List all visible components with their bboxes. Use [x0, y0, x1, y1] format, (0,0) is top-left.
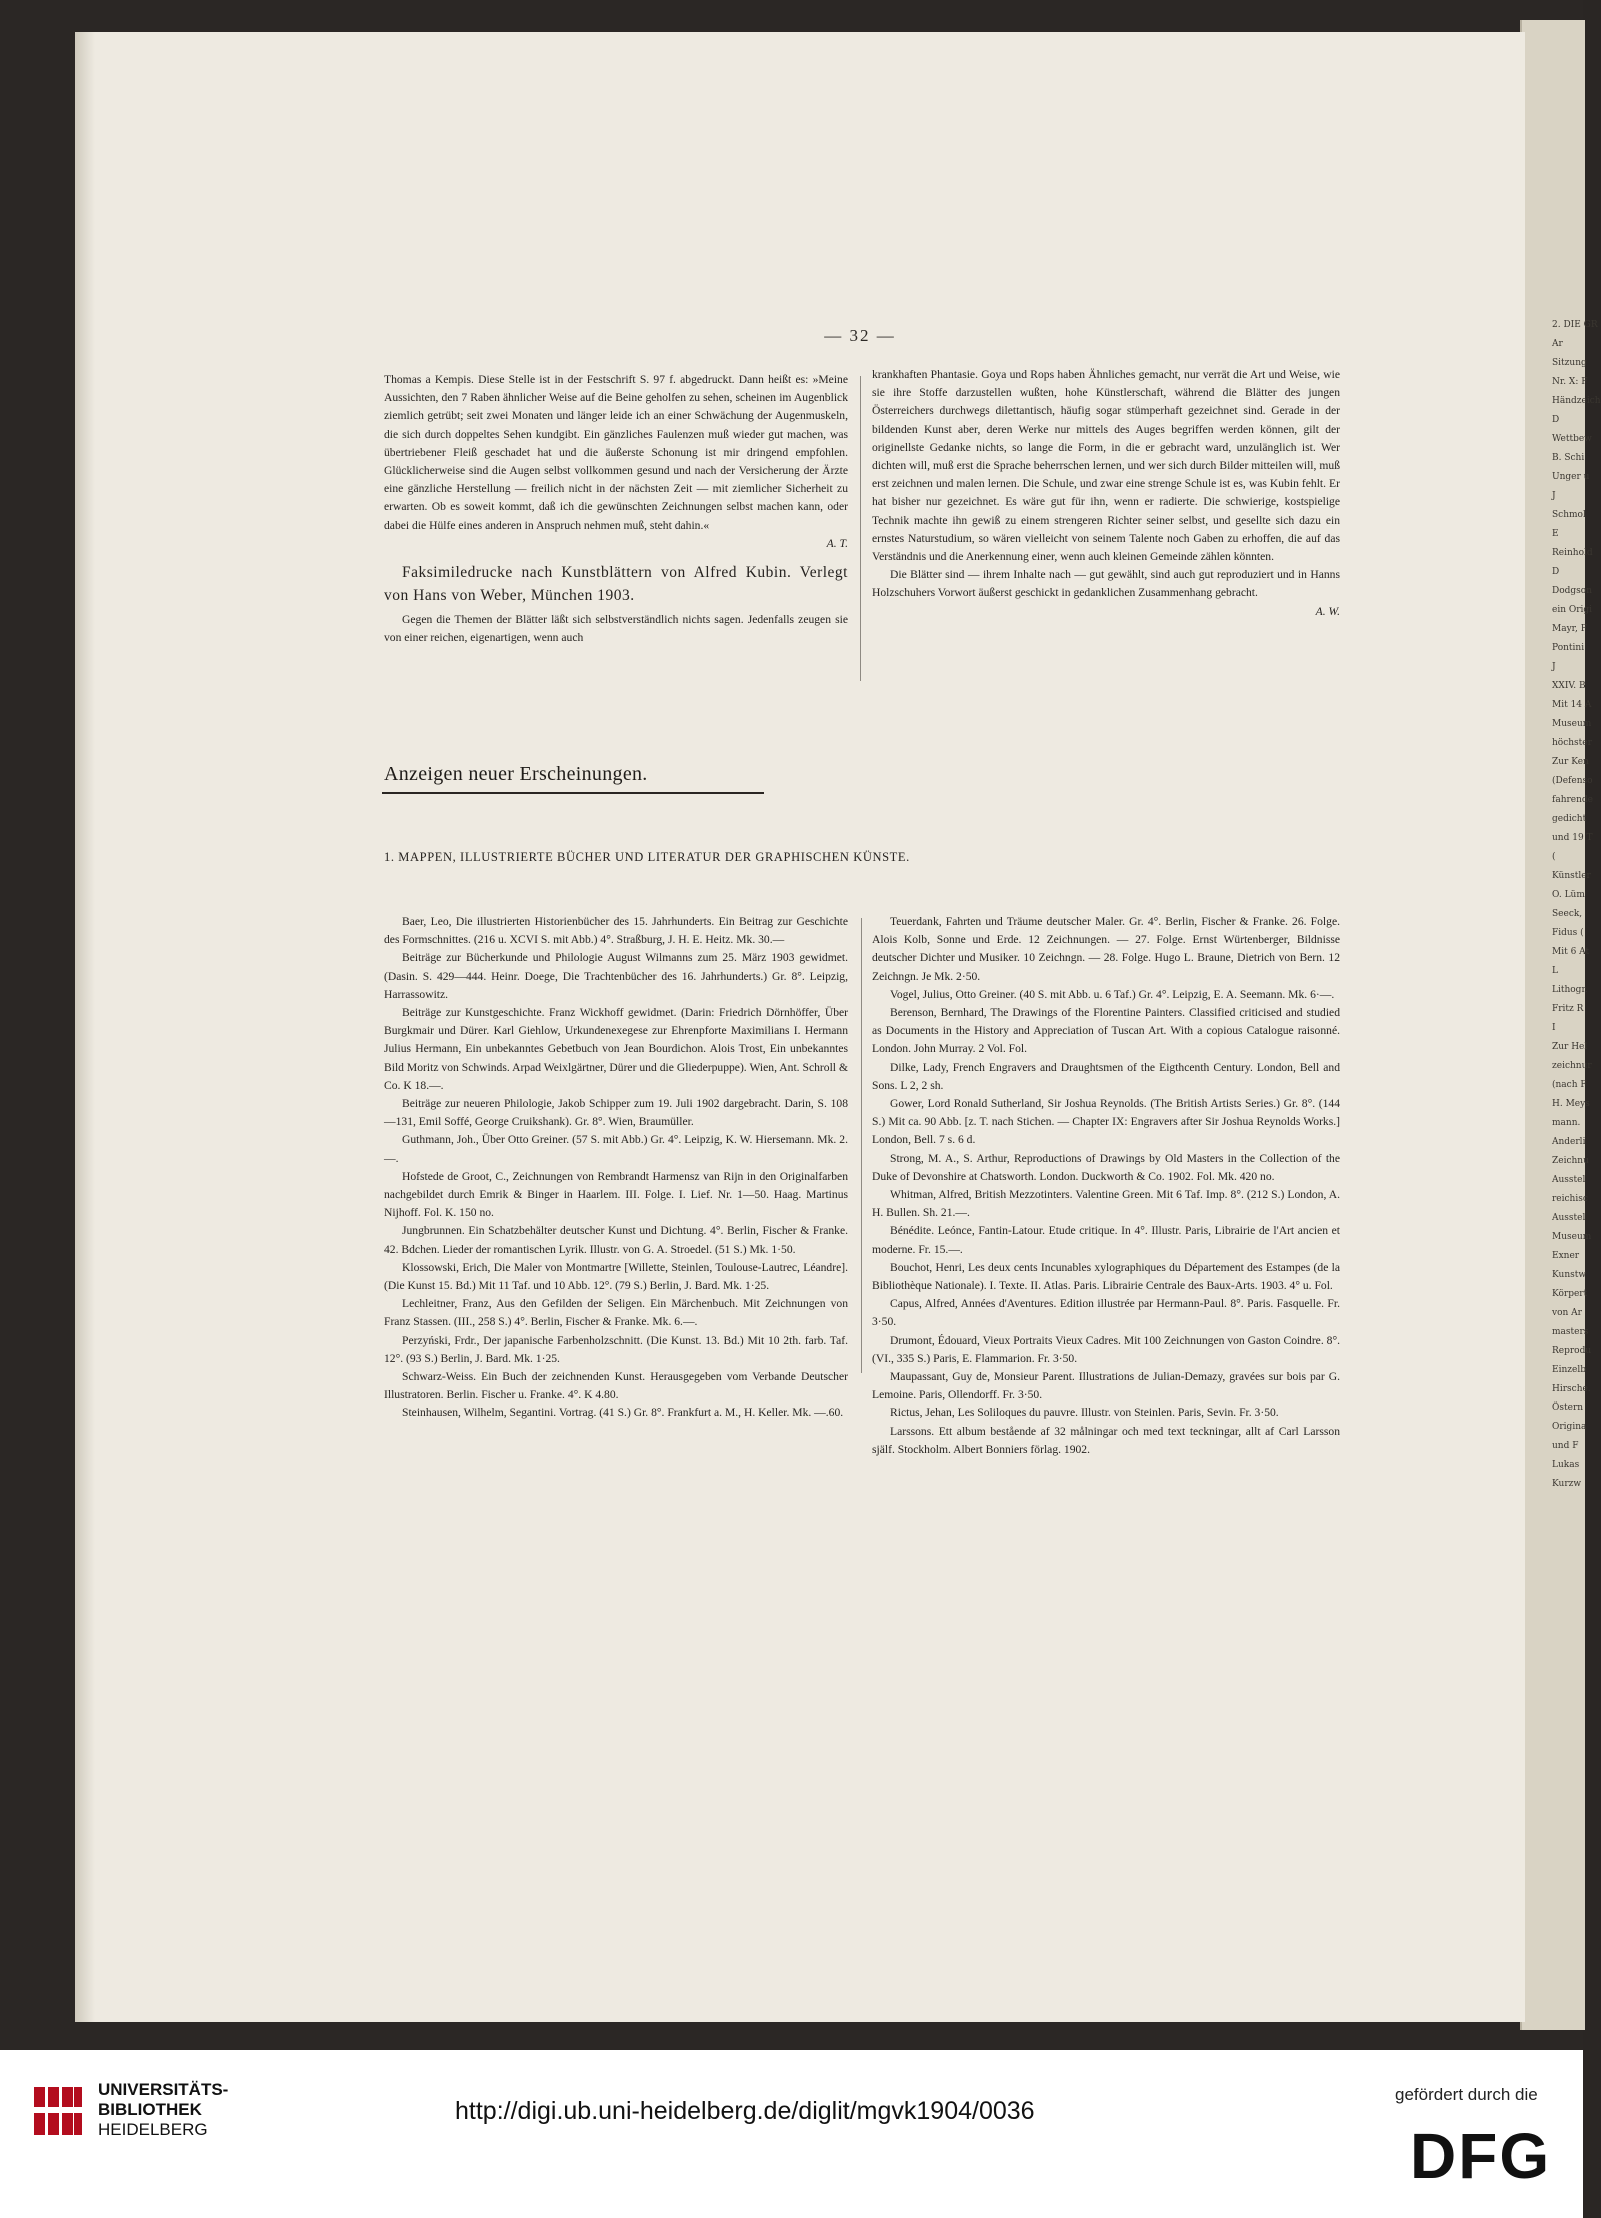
- paragraph: Steinhausen, Wilhelm, Segantini. Vortrag. (41 S.) Gr. 8°. Frankfurt a. M., H. Keller. Mk. —.60.: [402, 1406, 844, 1420]
- paragraph: Beiträge zur Kunstgeschichte. Franz Wickhoff gewidmet. (Darin: Friedrich Dörnhöffer, Über Burgkmair und Dürer. Karl Giehlow, Urkundenexegese zur Ehrenpforte Maximilians I. Hermann Julius Hermann, Ein unbekanntes Gebetbuch von Jean Bourdichon. Alois Trost, Ein unbekanntes Bild Moritz von Schwinds. Arpad Weixlgärtner, Dürer und die Gliederpuppe). Wien, Ant. Schroll & Co. K 18.—.: [384, 1006, 848, 1092]
- paragraph: Berenson, Bernhard, The Drawings of the Florentine Painters. Classified criticised and studied as Documents in the History and Appreciation of Tuscan Art. With a copious Catalogue raisonné. London. John Murray. 2 Vol. Fol.: [872, 1006, 1340, 1056]
- bottom-right-column: [872, 913, 1340, 1459]
- paragraph: Bénédite. Leónce, Fantin-Latour. Etude critique. In 4°. Illustr. Paris, Librairie de l'Art ancien et moderne. Fr. 15.—.: [872, 1224, 1340, 1256]
- next-page-text-fragment: Lithogr.: [1552, 985, 1588, 995]
- next-page-text-fragment: Pontini: [1552, 643, 1585, 653]
- next-page-text-fragment: Mit 14 A: [1552, 700, 1592, 710]
- next-page-text-fragment: Schmol: [1552, 510, 1586, 520]
- next-page-text-fragment: Lukas: [1552, 1460, 1580, 1470]
- next-page-text-fragment: Origina: [1552, 1422, 1587, 1432]
- paragraph: Bouchot, Henri, Les deux cents Incunables xylographiques du Département des Estampes (de la Bibliothèque Nationale). I. Texte. II. Atlas. Paris. Librairie Centrale des Baux-Arts. 1903. 4° u. Fol.: [872, 1260, 1340, 1293]
- next-page-text-fragment: und 19 T: [1552, 833, 1593, 843]
- next-page-text-fragment: zeichnur: [1552, 1061, 1592, 1071]
- next-page-text-fragment: und F: [1552, 1441, 1579, 1451]
- next-page-text-fragment: J: [1552, 662, 1556, 672]
- column-divider-bottom: [861, 918, 862, 1373]
- next-page-text-fragment: mann.: [1552, 1118, 1581, 1128]
- next-page-text-fragment: Nr. X: F: [1552, 377, 1588, 387]
- university-name-line-3: HEIDELBERG: [98, 2120, 208, 2139]
- top-right-column: [872, 366, 1340, 621]
- next-page-text-fragment: L: [1552, 966, 1558, 976]
- next-page-text-fragment: 2. DIE GR: [1552, 320, 1598, 330]
- next-page-text-fragment: fahrende: [1552, 795, 1594, 805]
- next-page-text-fragment: Exner: [1552, 1251, 1580, 1261]
- next-page-text-fragment: Museum: [1552, 719, 1592, 729]
- next-page-text-fragment: masters: [1552, 1327, 1589, 1337]
- paragraph: Thomas a Kempis. Diese Stelle ist in der Festschrift S. 97 f. abgedruckt. Dann heißt es: »Meine Aussichten, den 7 Raben ähnlicher Weise auf die Beine geholfen zu sehen, scheinen im Augenblick ziemlich getrübt; seit zwei Monaten und länger leide ich an einer Schwächung der Augenmuskeln, die sich durch doppeltes Sehen kundgibt. Ein gänzliches Faulenzen muß wieder gut machen, was übertriebener Fleiß geschadet hat und die äußerste Schonung ist mir dringend empfohlen. Glücklicherweise sind die Augen selbst vollkommen gesund und nach der Versicherung der Ärzte eine gänzliche Herstellung — freilich nicht in der nächsten Zeit — mit ziemlicher Sicherheit zu erwarten. Ob es soweit kommt, daß ich die gewünschten Zeichnungen selbst machen kann, oder dabei die Hülfe eines anderen in Anspruch nehmen muß, steht dahin.«: [384, 373, 848, 532]
- paragraph: Larssons. Ett album bestående af 32 målningar och med text teckningar, allt af Carl Larsson själf. Stockholm. Albert Bonniers förlag. 1902.: [872, 1424, 1340, 1456]
- next-page-text-fragment: Anderli: [1552, 1137, 1586, 1147]
- next-page-text-fragment: Ausstel: [1552, 1213, 1586, 1223]
- paragraph: Baer, Leo, Die illustrierten Historienbücher des 15. Jahrhunderts. Ein Beitrag zur Geschichte des Formschnittes. (216 u. XCVI S. mit Abb.) 4°. Straßburg, J. H. E. Heitz. Mk. 30.—: [384, 915, 848, 947]
- university-name-line-1: UNIVERSITÄTS-: [98, 2080, 229, 2099]
- paragraph: Whitman, Alfred, British Mezzotinters. Valentine Green. Mit 6 Taf. Imp. 8°. (212 S.) London, A. H. Bullen. Sh. 21.—.: [872, 1188, 1340, 1220]
- paragraph: Jungbrunnen. Ein Schatzbehälter deutscher Kunst und Dichtung. 4°. Berlin, Fischer & Franke. 42. Bdchen. Lieder der romantischen Lyrik. Illustr. von G. A. Stroedel. (51 S.) Mk. 1·50.: [384, 1224, 848, 1256]
- paragraph: Gower, Lord Ronald Sutherland, Sir Joshua Reynolds. (The British Artists Series.) Gr. 8°. (144 S.) Mit ca. 90 Abb. [z. T. nach Stichen. — Chapter IX: Engravers after Sir Joshua Reynolds Works.] London, Bell. 7 s. 6 d.: [872, 1097, 1340, 1147]
- next-page-text-fragment: D: [1552, 567, 1560, 577]
- next-page-text-fragment: Hirsche.: [1552, 1384, 1591, 1394]
- paragraph: Beiträge zur Bücherkunde und Philologie August Wilmanns zum 25. März 1903 gewidmet. (Dasin. S. 429—444. Heinr. Doege, Die Trachtenbücher des 16. Jahrhunderts.) Gr. 8°. Leipzig, Harrassowitz.: [384, 951, 848, 1001]
- paragraph: Gegen die Themen der Blätter läßt sich selbstverständlich nichts sagen. Jedenfalls zeugen sie von einer reichen, eigenartigen, wenn auch: [384, 613, 848, 645]
- funded-by-label: gefördert durch die: [1395, 2085, 1538, 2104]
- paragraph: Strong, M. A., S. Arthur, Reproductions of Drawings by Old Masters in the Collection of the Duke of Devonshire at Chatsworth. London. Duckworth & Co. 1902. Fol. Mk. 420 no.: [872, 1151, 1340, 1183]
- paragraph: Teuerdank, Fahrten und Träume deutscher Maler. Gr. 4°. Berlin, Fischer & Franke. 26. Folge. Alois Kolb, Sonne und Erde. 12 Zeichnungen. — 27. Folge. Ernst Würtenberger, Bildnisse deutscher Dichter und Musiker. 10 Zeichngn. — 28. Folge. Hugo L. Braune, Dietrich von Bern. 12 Zeichngn. Je Mk. 2·50.: [872, 915, 1340, 983]
- next-page-text-fragment: von Ar: [1552, 1308, 1582, 1318]
- page-gutter-shadow: [75, 32, 95, 2022]
- paragraph: krankhaften Phantasie. Goya und Rops haben Ähnliches gemacht, nur verrät die Art und Weise, wie sie ihre Stoffe darzustellen wußten, hohe Künstlerschaft, während die Blätter des jungen Österreichers durchwegs dilettantisch, häufig sogar stümperhaft gezeichnet sind. Gerade in der bildenden Kunst aber, deren Werke nur mittels des Auges begriffen werden können, gilt der originellste Gedanke nichts, so lange die Form, in die er gebracht ward, unzulänglich ist. Wer dichten will, muß erst die Sprache beherrschen lernen, und wer sich durch Bilder mitteilen will, muß erst zeichnen und malen lernen. Die Schule, und zwar eine strenge Schule ist es, was Kubin fehlt. Er hat bisher nur gezeichnet. Es wäre gut für ihn, wenn er radierte. Die schwierige, kostspielige Technik machte ihn gewiß zu einem strengeren Richter seiner selbst, und gesellte sich dazu ein ernstes Naturstudium, so wären vielleicht von seinem Talente noch Gaben zu erhoffen, die auf das Verständnis und die Anerkennung einer, wenn auch kleinen Gemeinde zählen könnten.: [872, 368, 1340, 564]
- next-page-text-fragment: D: [1552, 415, 1560, 425]
- paragraph: Klossowski, Erich, Die Maler von Montmartre [Willette, Steinlen, Toulouse-Lautrec, Léandre]. (Die Kunst 15. Bd.) Mit 11 Taf. und 10 Abb. 12°. (79 S.) Berlin, J. Bard. Mk. 1·25.: [384, 1260, 848, 1293]
- next-page-text-fragment: Unger u: [1552, 472, 1590, 482]
- paragraph: Vogel, Julius, Otto Greiner. (40 S. mit Abb. u. 6 Taf.) Gr. 4°. Leipzig, E. A. Seemann. Mk. 6·—.: [890, 987, 1335, 1001]
- review-signature: A. T.: [826, 536, 848, 550]
- paragraph: Lechleitner, Franz, Aus den Gefilden der Seligen. Ein Märchenbuch. Mit Zeichnungen von Franz Stassen. (III., 258 S.) 4°. Berlin, Fischer & Franke. Mk. 6.—.: [384, 1297, 848, 1329]
- dfg-logo-icon: [1410, 2120, 1560, 2190]
- next-page-text-fragment: Seeck,: [1552, 909, 1583, 919]
- paragraph: Beiträge zur neueren Philologie, Jakob Schipper zum 19. Juli 1902 dargebracht. Darin, S. 108—131, Emil Soffé, George Cruikshank). Gr. 8°. Wien, Braumüller.: [384, 1097, 848, 1129]
- next-page-text-fragment: Händzeich: [1552, 396, 1601, 406]
- paragraph: Hofstede de Groot, C., Zeichnungen von Rembrandt Harmensz van Rijn in den Originalfarben nachgebildet durch Emrik & Binger in Haarlem. III. Folge. I. Lief. Nr. 1—50. Haag. Martinus Nijhoff. Fol. K. 150 no.: [384, 1169, 848, 1220]
- university-logo-icon: [30, 2083, 86, 2139]
- next-page-text-fragment: Zur Ken: [1552, 757, 1589, 767]
- section-title: Anzeigen neuer Erscheinungen.: [384, 763, 648, 785]
- section-title-underline: [382, 792, 764, 794]
- next-page-text-fragment: Sitzung: [1552, 358, 1587, 368]
- next-page-text-fragment: Zur Hel: [1552, 1042, 1588, 1052]
- next-page-text-fragment: (Defenso: [1552, 776, 1593, 786]
- paragraph: Guthmann, Joh., Über Otto Greiner. (57 S. mit Abb.) Gr. 4°. Leipzig, K. W. Hiersemann. Mk. 2.—.: [384, 1133, 848, 1165]
- next-page-text-fragment: Künstler: [1552, 871, 1591, 881]
- paragraph: Drumont, Édouard, Vieux Portraits Vieux Cadres. Mit 100 Zeichnungen von Gaston Coindre. 8°. (VI., 335 S.) Paris, E. Flammarion. Fr. 3·50.: [872, 1333, 1340, 1365]
- paragraph: Rictus, Jehan, Les Soliloques du pauvre. Illustr. von Steinlen. Paris, Sevin. Fr. 3·50.: [890, 1406, 1279, 1420]
- page-number: — 32 —: [824, 326, 896, 345]
- next-page-text-fragment: Mayr, F: [1552, 624, 1587, 634]
- next-page-text-fragment: Östern: [1552, 1403, 1584, 1413]
- next-page-text-fragment: XXIV. B: [1552, 681, 1586, 691]
- next-page-text-fragment: H. Meys: [1552, 1099, 1590, 1109]
- next-page-text-fragment: höchster: [1552, 738, 1592, 748]
- next-page-text-fragment: Kurzw: [1552, 1479, 1582, 1489]
- university-name-line-2: BIBLIOTHEK: [98, 2100, 202, 2119]
- next-page-text-fragment: Körpert: [1552, 1289, 1588, 1299]
- next-page-text-fragment: Dodgson: [1552, 586, 1592, 596]
- footer-bar: [0, 2050, 1583, 2218]
- next-page-text-fragment: (: [1552, 852, 1556, 862]
- next-page-text-fragment: O. Lüm: [1552, 890, 1585, 900]
- next-page-text-fragment: Fritz R: [1552, 1004, 1584, 1014]
- next-page-text-fragment: J: [1552, 491, 1556, 501]
- bottom-left-column: [384, 913, 848, 1423]
- paragraph: Capus, Alfred, Années d'Aventures. Edition illustrée par Hermann-Paul. 8°. Paris. Fasquelle. Fr. 3·50.: [872, 1297, 1340, 1329]
- next-page-text-fragment: Ausstel: [1552, 1175, 1586, 1185]
- paragraph: Schwarz-Weiss. Ein Buch der zeichnenden Kunst. Herausgegeben vom Verbande Deutscher Illustratoren. Berlin. Fischer u. Franke. 4°. K 4.80.: [384, 1370, 848, 1402]
- paragraph: Die Blätter sind — ihrem Inhalte nach — gut gewählt, sind auch gut reproduziert und in Hanns Holzschuhers Vorwort äußerst geschickt in gedanklichen Zusammenhang gebracht.: [872, 568, 1340, 600]
- next-page-text-fragment: Mit 6 At: [1552, 947, 1590, 957]
- next-page-text-fragment: Einzelb: [1552, 1365, 1586, 1375]
- subsection-title: 1. MAPPEN, ILLUSTRIERTE BÜCHER UND LITERATUR DER GRAPHISCHEN KÜNSTE.: [384, 850, 910, 864]
- paragraph: Dilke, Lady, French Engravers and Draughtsmen of the Eigthcenth Century. London, Bell and Sons. L 2, 2 sh.: [872, 1060, 1340, 1092]
- next-page-text-fragment: ein Origi: [1552, 605, 1593, 615]
- dfg-logo-text: DFG: [1410, 2120, 1552, 2192]
- next-page-text-fragment: Wettbew: [1552, 434, 1592, 444]
- next-page-text-fragment: gedicht: [1552, 814, 1587, 824]
- paragraph: Perzyński, Frdr., Der japanische Farbenholzschnitt. (Die Kunst. 13. Bd.) Mit 10 2th. farb. Taf. 12°. (93 S.) Berlin, J. Bard. Mk. 1·25.: [384, 1333, 848, 1365]
- next-page-edge: [1520, 20, 1601, 2030]
- review-signature: A. W.: [1315, 604, 1340, 618]
- next-page-text-fragment: B. Schi: [1552, 453, 1585, 463]
- permalink-url[interactable]: http://digi.ub.uni-heidelberg.de/diglit/mgvk1904/0036: [455, 2097, 1035, 2125]
- next-page-text-fragment: Reprodu: [1552, 1346, 1592, 1356]
- next-page-text-fragment: I: [1552, 1023, 1556, 1033]
- next-page-text-fragment: reichisc: [1552, 1194, 1588, 1204]
- paragraph: Maupassant, Guy de, Monsieur Parent. Illustrations de Julian-Demazy, gravées sur bois par G. Lemoine. Paris, Ollendorff. Fr. 3·50.: [872, 1370, 1340, 1402]
- review-heading: Faksimiledrucke nach Kunstblättern von Alfred Kubin. Verlegt von Hans von Weber, München 1903.: [384, 564, 848, 605]
- column-divider-top: [860, 376, 861, 681]
- next-page-text-fragment: Kunstw: [1552, 1270, 1587, 1280]
- next-page-text-fragment: Zeichnu: [1552, 1156, 1589, 1166]
- next-page-text-fragment: Reinhold: [1552, 548, 1593, 558]
- next-page-text-fragment: E: [1552, 529, 1559, 539]
- next-page-text-fragment: Fidus (: [1552, 928, 1584, 938]
- university-name: [98, 2080, 228, 2140]
- next-page-text-fragment: (nach F: [1552, 1080, 1587, 1090]
- top-left-column: [384, 371, 848, 647]
- next-page-text-fragment: Ar: [1552, 339, 1563, 349]
- next-page-text-fragment: Museum: [1552, 1232, 1592, 1242]
